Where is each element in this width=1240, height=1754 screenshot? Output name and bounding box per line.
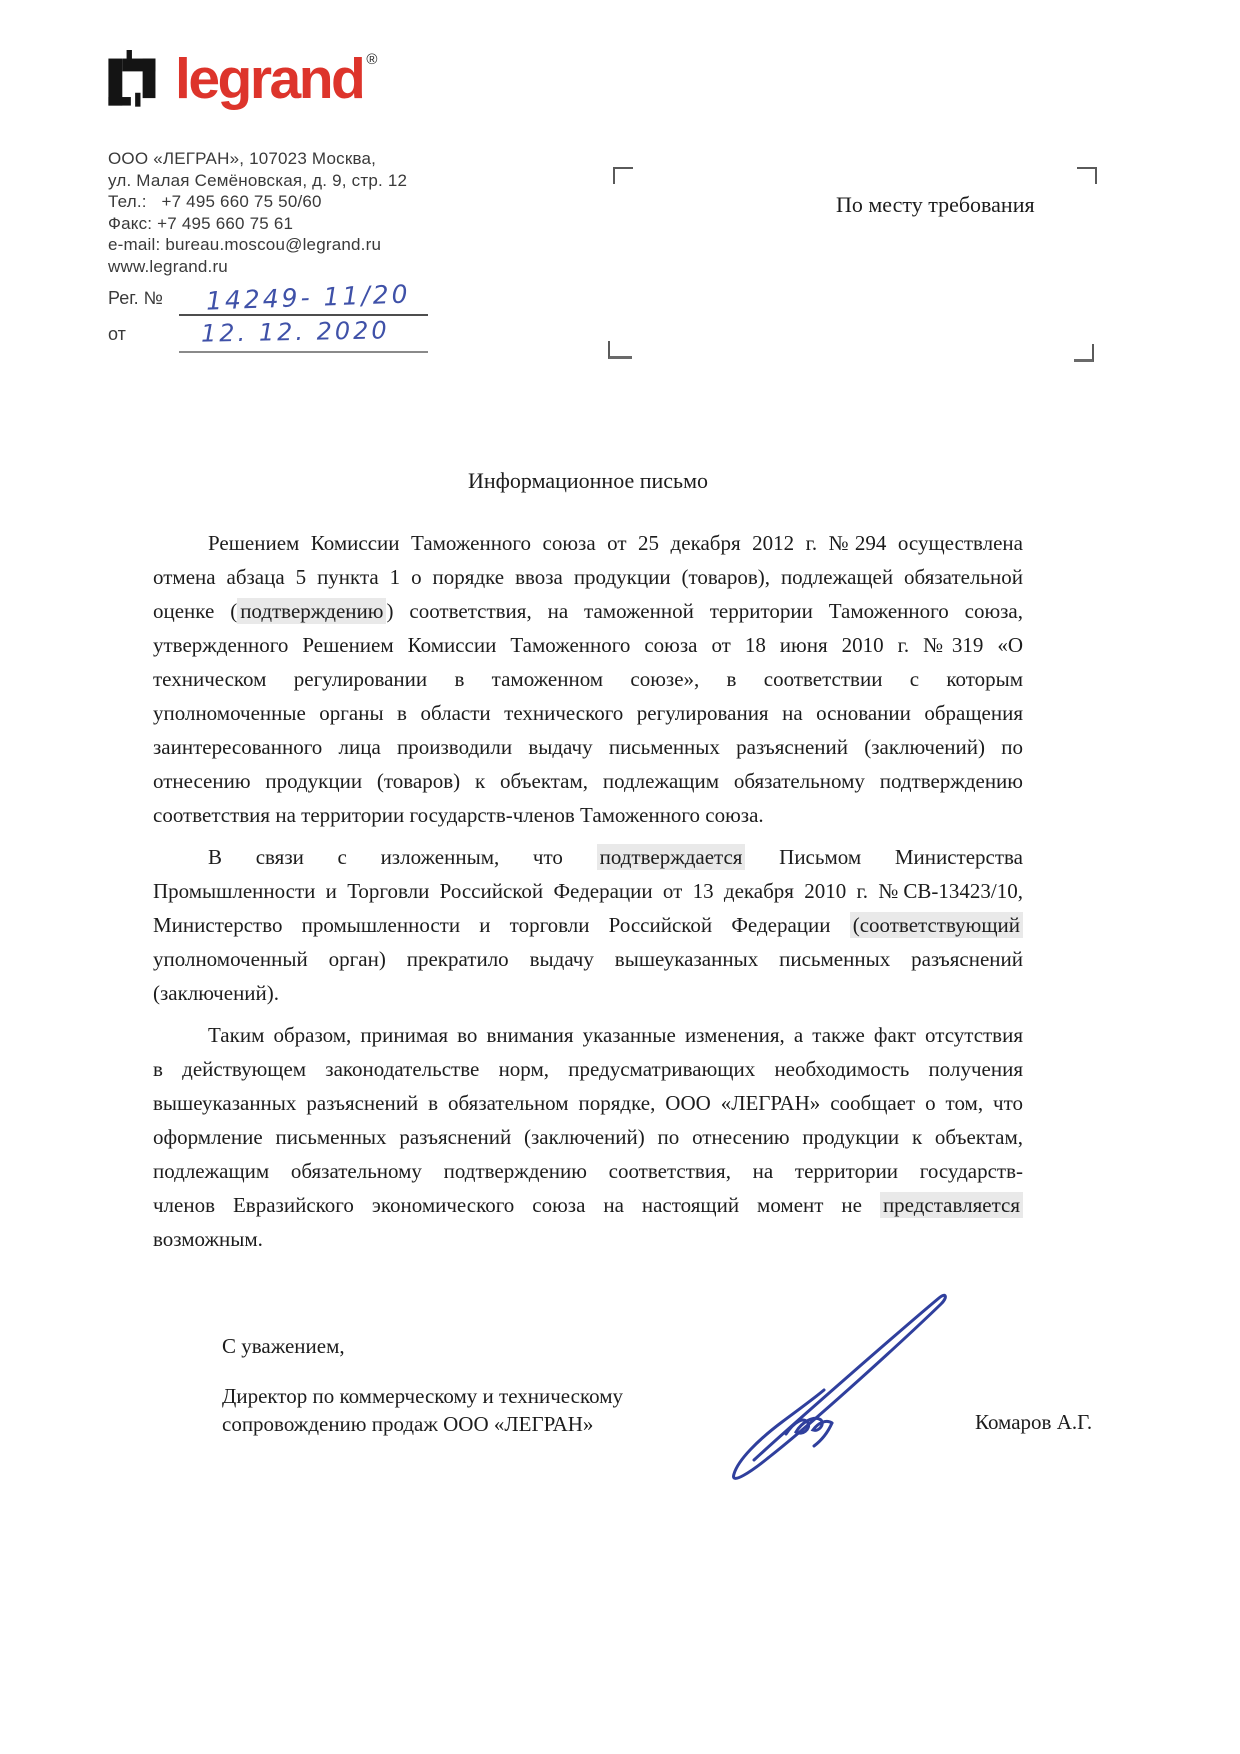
body-text-segment: (заключений). xyxy=(153,981,280,1005)
paragraph xyxy=(153,1018,1023,1256)
body-text-segment: в действующем законодательстве норм, предусматривающих необходимость получения xyxy=(153,1057,1023,1081)
body-line xyxy=(153,1222,1023,1256)
body-text-segment: вышеуказанных разъяснений в обязательном порядке, ООО «ЛЕГРАН» сообщает о том, что xyxy=(153,1091,1023,1115)
body-text-segment: ) соответствия, на таможенной территории Таможенного союза, xyxy=(386,599,1023,623)
registered-trademark-icon: ® xyxy=(366,51,378,68)
highlighted-word: подтверждается xyxy=(597,844,746,870)
body-text-segment: отмена абзаца 5 пункта 1 о порядке ввоза продукции (товаров), подлежащей обязательной xyxy=(153,565,1023,589)
body-text-segment: соответствия на территории государств-членов Таможенного союза. xyxy=(153,803,764,827)
body-text-segment: техническом регулировании в таможенном союзе», в соответствии с которым xyxy=(153,667,1023,691)
letter-body xyxy=(153,526,1023,1256)
highlighted-word: представляется xyxy=(880,1192,1023,1218)
signer-position-line: сопровождению продаж ООО «ЛЕГРАН» xyxy=(222,1412,594,1436)
body-line xyxy=(153,1188,1023,1222)
body-line xyxy=(153,594,1023,628)
signer-position-block xyxy=(222,1382,623,1438)
body-text-segment: отнесению продукции (товаров) к объектам, подлежащим обязательному подтверждению xyxy=(153,769,1023,793)
signature xyxy=(724,1288,968,1492)
body-line xyxy=(153,560,1023,594)
body-text-segment: Промышленности и Торговли Российской Федерации от 13 декабря 2010 г. №СВ-13423/10, xyxy=(153,879,1023,903)
recipient-line: По месту требования xyxy=(836,192,1035,217)
body-line xyxy=(153,942,1023,976)
body-line xyxy=(153,798,1023,832)
body-text-segment: Таким образом, принимая во внимания указанные изменения, а также факт отсутствия xyxy=(208,1023,1023,1047)
body-line xyxy=(153,696,1023,730)
body-line xyxy=(153,908,1023,942)
contact-line: www.legrand.ru xyxy=(108,256,228,276)
date-handwritten: 12. 12. 2020 xyxy=(200,316,390,348)
paragraph xyxy=(153,840,1023,1010)
body-text-segment: Решением Комиссии Таможенного союза от 25 декабря 2012 г. №294 осуществлена xyxy=(208,531,1023,555)
body-text-segment: возможным. xyxy=(153,1227,263,1251)
corner-mark-top-left xyxy=(613,167,633,184)
body-line xyxy=(153,662,1023,696)
body-text-segment: оформление письменных разъяснений (заключений) по отнесению продукции к объектам, xyxy=(153,1125,1023,1149)
body-line xyxy=(153,526,1023,560)
body-line xyxy=(153,764,1023,798)
date-label: от xyxy=(108,324,126,344)
contact-line: Факс: +7 495 660 75 61 xyxy=(108,213,294,233)
body-text-segment: членов Евразийского экономического союза на настоящий момент не xyxy=(153,1193,880,1217)
paragraph xyxy=(153,526,1023,832)
body-line xyxy=(153,628,1023,662)
reg-number-label: Рег. № xyxy=(108,288,163,308)
body-line xyxy=(153,976,1023,1010)
signer-position-line: Директор по коммерческому и техническому xyxy=(222,1384,623,1408)
corner-mark-bottom-left xyxy=(608,341,632,359)
letter-title: Информационное письмо xyxy=(467,468,708,493)
highlighted-word: (соответствующий xyxy=(850,912,1023,938)
closing-salutation: С уважением, xyxy=(222,1334,345,1358)
body-line xyxy=(153,1120,1023,1154)
body-line xyxy=(153,874,1023,908)
body-text-segment: заинтересованного лица производили выдачу письменных разъяснений (заключений) по xyxy=(153,735,1023,759)
contact-line: e-mail: bureau.moscou@legrand.ru xyxy=(108,235,382,254)
body-text-segment: оценке ( xyxy=(153,599,238,623)
body-text-segment: уполномоченный орган) прекратило выдачу вышеуказанных письменных разъяснений xyxy=(153,947,1023,971)
body-line xyxy=(153,1086,1023,1120)
legrand-logo-mark xyxy=(105,50,161,112)
highlighted-word: подтверждению xyxy=(237,598,386,624)
body-text-segment: Министерство промышленности и торговли Российской Федерации xyxy=(153,913,850,937)
contact-line: Тел.: +7 495 660 75 50/60 xyxy=(108,192,322,211)
contact-line: ООО «ЛЕГРАН», 107023 Москва, xyxy=(108,149,377,168)
body-text-segment: подлежащим обязательному подтверждению соответствия, на территории государств- xyxy=(153,1159,1023,1183)
body-line xyxy=(153,730,1023,764)
company-contact-block xyxy=(108,148,407,277)
brand-wordmark: legrand xyxy=(175,47,364,111)
legrand-logo xyxy=(105,47,378,112)
body-text-segment: утвержденного Решением Комиссии Таможенного союза от 18 июня 2010 г. №319 «О xyxy=(153,633,1023,657)
body-line xyxy=(153,1154,1023,1188)
body-text-segment: В связи с изложенным, что xyxy=(208,845,597,869)
body-text-segment: уполномоченные органы в области технического регулирования на основании обращения xyxy=(153,701,1023,725)
corner-mark-bottom-right xyxy=(1074,344,1094,362)
body-text-segment: Письмом Министерства xyxy=(745,845,1023,869)
reg-number-handwritten: 14249- 11/20 xyxy=(205,279,411,316)
contact-line: ул. Малая Семёновская, д. 9, стр. 12 xyxy=(108,170,408,190)
body-line xyxy=(153,1018,1023,1052)
body-line xyxy=(153,840,1023,874)
corner-mark-top-right xyxy=(1077,167,1097,184)
body-line xyxy=(153,1052,1023,1086)
signer-name: Комаров А.Г. xyxy=(975,1410,1093,1434)
